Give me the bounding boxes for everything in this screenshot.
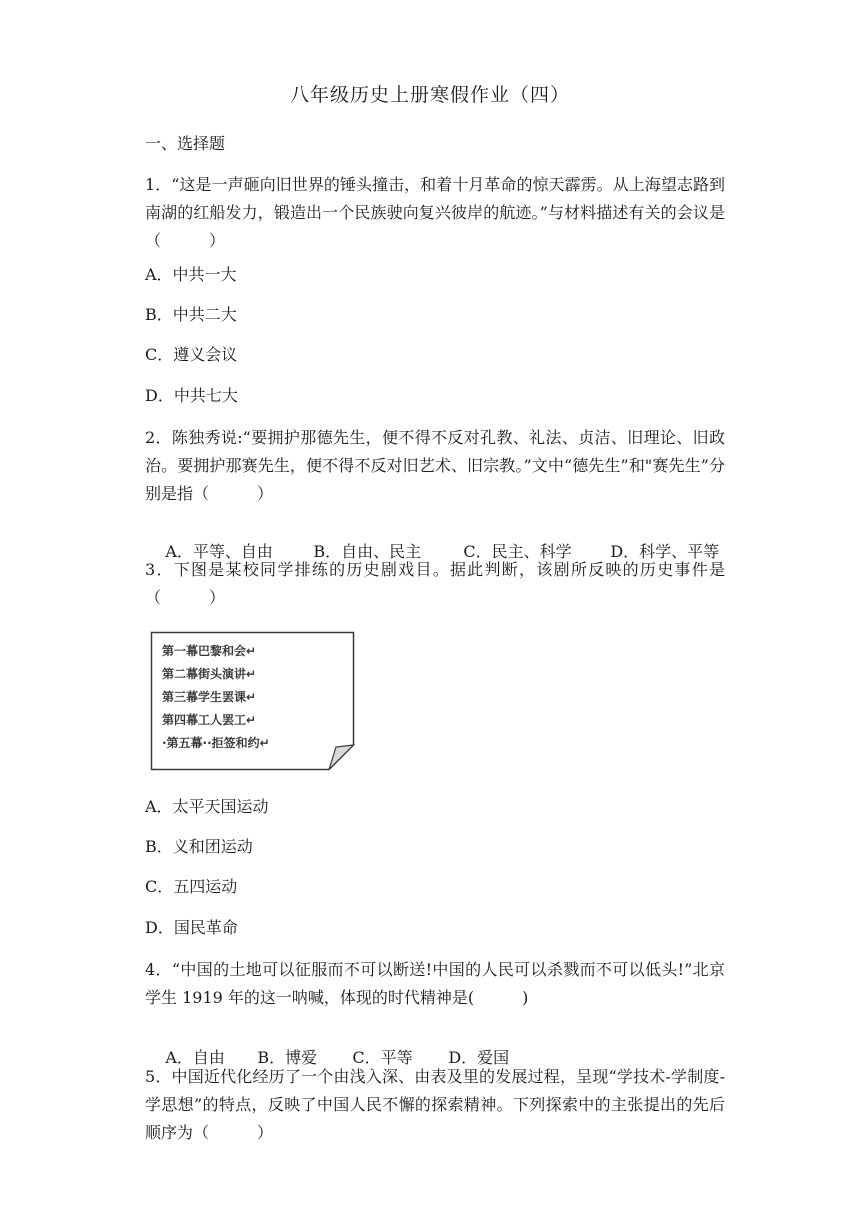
question-1-option-c: C．遵义会议 — [145, 345, 238, 364]
question-1-option-b: B．中共二大 — [145, 305, 237, 324]
question-2-option-b: B．自由、民主 — [313, 542, 422, 561]
question-4-option-a: A．自由 — [165, 1048, 225, 1067]
question-3-option-d: D．国民革命 — [145, 918, 238, 937]
question-5-stem: 5．中国近代化经历了一个由浅入深、由表及里的发展过程，呈现“学技术-学制度-学思想”的特点，反映了中国人民不懈的探索精神。下列探索中的主张提出的先后顺序为（ ） — [145, 1067, 725, 1142]
program-line: ·第五幕··拒签和约↵ — [162, 736, 270, 750]
question-4-option-d: D．爱国 — [448, 1048, 510, 1067]
play-program-lines — [162, 640, 270, 755]
question-4-option-c: C．平等 — [352, 1048, 413, 1067]
question-2-option-c: C．民主、科学 — [463, 542, 572, 561]
question-2-stem: 2．陈独秀说:“要拥护那德先生，便不得不反对孔教、礼法、贞洁、旧理论、旧政治。要拥护那赛先生，便不得不反对旧艺术、旧宗教。”文中“德先生”和"赛先生”分别是指（ ） — [145, 428, 725, 503]
program-line: 第四幕工人罢工↵ — [162, 713, 257, 727]
question-1-option-a: A．中共一大 — [145, 265, 237, 284]
question-1-option-d: D．中共七大 — [145, 386, 238, 405]
program-line: 第二幕街头演讲↵ — [162, 667, 257, 681]
question-3-stem: 3．下图是某校同学排练的历史剧戏目。据此判断，该剧所反映的历史事件是（ ） — [145, 560, 725, 607]
question-3-option-c: C．五四运动 — [145, 877, 238, 896]
question-2-option-a: A．平等、自由 — [165, 542, 273, 561]
question-4-stem: 4．“中国的土地可以征服而不可以断送!中国的人民可以杀戮而不可以低头!”北京学生 1919 年的这一呐喊，体现的时代精神是( ) — [145, 960, 725, 1007]
question-1-stem: 1．“这是一声砸向旧世界的锤头撞击，和着十月革命的惊天霹雳。从上海望志路到南湖的红船发力，锻造出一个民族驶向复兴彼岸的航迹。”与材料描述有关的会议是（ ） — [145, 175, 725, 250]
question-3-option-b: B．义和团运动 — [145, 837, 253, 856]
program-line: 第一幕巴黎和会↵ — [162, 644, 257, 658]
section-heading: 一、选择题 — [145, 134, 226, 153]
page-title: 八年级历史上册寒假作业（四） — [289, 84, 570, 106]
question-4-option-b: B．博爱 — [257, 1048, 318, 1067]
question-2-option-d: D．科学、平等 — [610, 542, 720, 561]
question-3-option-a: A．太平天国运动 — [145, 797, 269, 816]
program-line: 第三幕学生罢课↵ — [162, 690, 257, 704]
